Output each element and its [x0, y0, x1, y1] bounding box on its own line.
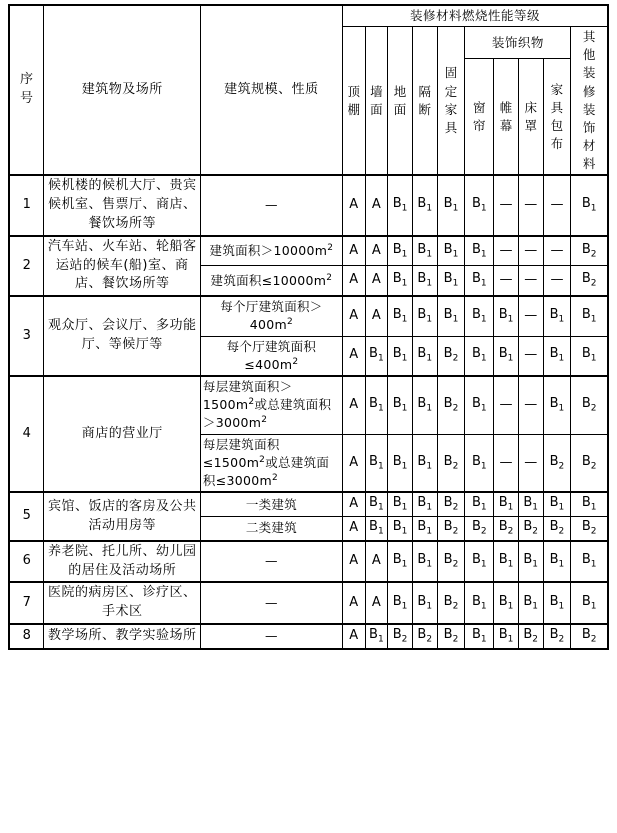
cell-fixed-furniture: $B_1$ — [437, 266, 465, 296]
cell-drapery: $B_2$ — [494, 517, 519, 541]
cell-other-material: $B_1$ — [571, 582, 608, 624]
cell-other-material: $B_1$ — [571, 492, 608, 516]
row-scale: — — [200, 541, 342, 583]
row-number: 6 — [9, 541, 44, 583]
cell-other-material: $B_2$ — [571, 376, 608, 434]
row-number: 7 — [9, 582, 44, 624]
cell-furniture-wrap: — — [543, 175, 571, 236]
cell-wall: A — [365, 541, 388, 583]
cell-floor: $B_1$ — [388, 517, 413, 541]
cell-bed-cover: $B_1$ — [518, 582, 543, 624]
cell-fixed-furniture: $B_2$ — [437, 582, 465, 624]
cell-floor: $B_1$ — [388, 434, 413, 492]
cell-other-material: $B_2$ — [571, 236, 608, 266]
cell-wall: $B_1$ — [365, 376, 388, 434]
cell-wall: A — [365, 266, 388, 296]
row-number: 1 — [9, 175, 44, 236]
cell-floor: $B_1$ — [388, 336, 413, 376]
cell-curtain: $B_1$ — [465, 236, 494, 266]
cell-floor: $B_1$ — [388, 582, 413, 624]
row-scale: 建筑面积$>10000m^2$ — [200, 236, 342, 266]
col-header-drapery: 帷 幕 — [494, 59, 519, 175]
cell-bed-cover: — — [518, 175, 543, 236]
cell-furniture-wrap: $B_2$ — [543, 517, 571, 541]
row-scale: 建筑面积$\le 10000m^2$ — [200, 266, 342, 296]
cell-drapery: — — [494, 236, 519, 266]
cell-curtain: $B_1$ — [465, 266, 494, 296]
cell-other-material: $B_2$ — [571, 434, 608, 492]
col-header-furniture-wrap: 家 具 包 布 — [543, 59, 571, 175]
cell-partition: $B_1$ — [412, 296, 437, 336]
cell-furniture-wrap: $B_1$ — [543, 492, 571, 516]
row-scale: — — [200, 582, 342, 624]
row-place: 教学场所、教学实验场所 — [44, 624, 200, 649]
cell-fixed-furniture: $B_2$ — [437, 624, 465, 649]
col-header-partition: 隔 断 — [412, 27, 437, 176]
cell-partition: $B_1$ — [412, 336, 437, 376]
col-header-scale: 建筑规模、性质 — [200, 5, 342, 175]
cell-ceiling: A — [342, 266, 365, 296]
cell-ceiling: A — [342, 624, 365, 649]
cell-curtain: $B_1$ — [465, 434, 494, 492]
cell-ceiling: A — [342, 517, 365, 541]
cell-furniture-wrap: $B_2$ — [543, 624, 571, 649]
cell-curtain: $B_1$ — [465, 296, 494, 336]
cell-fixed-furniture: $B_2$ — [437, 492, 465, 516]
table-body — [9, 175, 608, 649]
table-row — [9, 175, 608, 236]
cell-other-material: $B_1$ — [571, 336, 608, 376]
row-place: 观众厅、会议厅、多功能厅、等候厅等 — [44, 296, 200, 376]
table-head — [9, 5, 608, 175]
cell-drapery: $B_1$ — [494, 492, 519, 516]
col-header-wall: 墙 面 — [365, 27, 388, 176]
cell-drapery: — — [494, 376, 519, 434]
fire-performance-grade-table — [8, 4, 609, 650]
table-row — [9, 296, 608, 336]
cell-drapery: — — [494, 175, 519, 236]
cell-curtain: $B_1$ — [465, 376, 494, 434]
row-scale: 每层建筑面积$>1500m^2$或总建筑面积$>3000m^2$ — [200, 376, 342, 434]
cell-curtain: $B_1$ — [465, 541, 494, 583]
cell-curtain: $B_2$ — [465, 517, 494, 541]
cell-curtain: $B_1$ — [465, 492, 494, 516]
cell-furniture-wrap: $B_2$ — [543, 434, 571, 492]
cell-wall: $B_1$ — [365, 434, 388, 492]
cell-floor: $B_2$ — [388, 624, 413, 649]
table-row — [9, 582, 608, 624]
col-header-fixed-furniture: 固 定 家 具 — [437, 27, 465, 176]
cell-furniture-wrap: $B_1$ — [543, 582, 571, 624]
row-place: 商店的营业厅 — [44, 376, 200, 492]
cell-fixed-furniture: $B_2$ — [437, 336, 465, 376]
cell-floor: $B_1$ — [388, 492, 413, 516]
cell-ceiling: A — [342, 236, 365, 266]
cell-curtain: $B_1$ — [465, 624, 494, 649]
cell-other-material: $B_2$ — [571, 517, 608, 541]
cell-ceiling: A — [342, 541, 365, 583]
cell-fixed-furniture: $B_1$ — [437, 175, 465, 236]
cell-other-material: $B_2$ — [571, 624, 608, 649]
cell-partition: $B_1$ — [412, 492, 437, 516]
cell-wall: $B_1$ — [365, 624, 388, 649]
table-row — [9, 541, 608, 583]
cell-curtain: $B_1$ — [465, 582, 494, 624]
cell-wall: A — [365, 582, 388, 624]
cell-bed-cover: $B_2$ — [518, 624, 543, 649]
cell-drapery: — — [494, 266, 519, 296]
cell-other-material: $B_1$ — [571, 541, 608, 583]
row-number: 4 — [9, 376, 44, 492]
cell-fixed-furniture: $B_1$ — [437, 236, 465, 266]
row-number: 3 — [9, 296, 44, 376]
col-header-decor-fabric: 装饰织物 — [465, 27, 571, 59]
cell-wall: $B_1$ — [365, 492, 388, 516]
header-row-group — [9, 5, 608, 27]
cell-partition: $B_1$ — [412, 236, 437, 266]
cell-ceiling: A — [342, 376, 365, 434]
row-place: 养老院、托儿所、幼儿园的居住及活动场所 — [44, 541, 200, 583]
cell-furniture-wrap: $B_1$ — [543, 541, 571, 583]
cell-bed-cover: — — [518, 296, 543, 336]
cell-drapery: $B_1$ — [494, 541, 519, 583]
row-scale: — — [200, 175, 342, 236]
cell-curtain: $B_1$ — [465, 336, 494, 376]
table-row — [9, 236, 608, 266]
cell-bed-cover: — — [518, 434, 543, 492]
cell-floor: $B_1$ — [388, 175, 413, 236]
cell-fixed-furniture: $B_2$ — [437, 517, 465, 541]
col-header-ceiling: 顶 棚 — [342, 27, 365, 176]
col-header-curtain: 窗 帘 — [465, 59, 494, 175]
cell-ceiling: A — [342, 492, 365, 516]
row-number: 5 — [9, 492, 44, 540]
cell-wall: $B_1$ — [365, 336, 388, 376]
cell-fixed-furniture: $B_2$ — [437, 434, 465, 492]
row-place: 医院的病房区、诊疗区、手术区 — [44, 582, 200, 624]
cell-bed-cover: — — [518, 336, 543, 376]
row-scale: 每个厅建筑面积$>400m^2$ — [200, 296, 342, 336]
cell-drapery: $B_1$ — [494, 624, 519, 649]
cell-furniture-wrap: $B_1$ — [543, 336, 571, 376]
col-header-place: 建筑物及场所 — [44, 5, 200, 175]
cell-partition: $B_1$ — [412, 517, 437, 541]
cell-wall: A — [365, 236, 388, 266]
cell-other-material: $B_1$ — [571, 175, 608, 236]
cell-bed-cover: — — [518, 266, 543, 296]
row-place: 候机楼的候机大厅、贵宾候机室、售票厅、商店、餐饮场所等 — [44, 175, 200, 236]
col-header-group: 装修材料燃烧性能等级 — [342, 5, 608, 27]
table-row — [9, 624, 608, 649]
cell-partition: $B_1$ — [412, 266, 437, 296]
cell-bed-cover: $B_1$ — [518, 541, 543, 583]
cell-partition: $B_1$ — [412, 376, 437, 434]
cell-ceiling: A — [342, 175, 365, 236]
cell-partition: $B_1$ — [412, 175, 437, 236]
col-header-no: 序 号 — [9, 5, 44, 175]
cell-other-material: $B_2$ — [571, 266, 608, 296]
row-place: 汽车站、火车站、轮船客运站的候车(船)室、商店、餐饮场所等 — [44, 236, 200, 297]
col-header-other-material: 其 他 装 修 装 饰 材 料 — [571, 27, 608, 176]
cell-furniture-wrap: $B_1$ — [543, 296, 571, 336]
cell-partition: $B_1$ — [412, 541, 437, 583]
cell-fixed-furniture: $B_2$ — [437, 541, 465, 583]
table-row — [9, 376, 608, 434]
cell-fixed-furniture: $B_1$ — [437, 296, 465, 336]
cell-floor: $B_1$ — [388, 376, 413, 434]
cell-wall: A — [365, 296, 388, 336]
cell-furniture-wrap: — — [543, 266, 571, 296]
cell-bed-cover: — — [518, 236, 543, 266]
cell-wall: $B_1$ — [365, 517, 388, 541]
cell-furniture-wrap: $B_1$ — [543, 376, 571, 434]
cell-other-material: $B_1$ — [571, 296, 608, 336]
row-scale: 每层建筑面积$\le 1500m^2$或总建筑面积$\le 3000m^2$ — [200, 434, 342, 492]
cell-partition: $B_1$ — [412, 434, 437, 492]
cell-bed-cover: $B_2$ — [518, 517, 543, 541]
row-number: 8 — [9, 624, 44, 649]
cell-curtain: $B_1$ — [465, 175, 494, 236]
cell-fixed-furniture: $B_2$ — [437, 376, 465, 434]
table-row — [9, 492, 608, 516]
cell-floor: $B_1$ — [388, 236, 413, 266]
cell-ceiling: A — [342, 434, 365, 492]
cell-drapery: $B_1$ — [494, 582, 519, 624]
cell-ceiling: A — [342, 296, 365, 336]
cell-drapery: $B_1$ — [494, 296, 519, 336]
cell-bed-cover: $B_1$ — [518, 492, 543, 516]
row-scale: 一类建筑 — [200, 492, 342, 516]
row-scale: 每个厅建筑面积$\le 400m^2$ — [200, 336, 342, 376]
col-header-bed-cover: 床 罩 — [518, 59, 543, 175]
cell-partition: $B_2$ — [412, 624, 437, 649]
cell-bed-cover: — — [518, 376, 543, 434]
cell-drapery: — — [494, 434, 519, 492]
row-place: 宾馆、饭店的客房及公共活动用房等 — [44, 492, 200, 540]
row-number: 2 — [9, 236, 44, 297]
cell-floor: $B_1$ — [388, 541, 413, 583]
cell-furniture-wrap: — — [543, 236, 571, 266]
cell-partition: $B_1$ — [412, 582, 437, 624]
col-header-floor: 地 面 — [388, 27, 413, 176]
cell-wall: A — [365, 175, 388, 236]
cell-drapery: $B_1$ — [494, 336, 519, 376]
cell-floor: $B_1$ — [388, 296, 413, 336]
cell-ceiling: A — [342, 582, 365, 624]
row-scale: — — [200, 624, 342, 649]
cell-floor: $B_1$ — [388, 266, 413, 296]
row-scale: 二类建筑 — [200, 517, 342, 541]
cell-ceiling: A — [342, 336, 365, 376]
